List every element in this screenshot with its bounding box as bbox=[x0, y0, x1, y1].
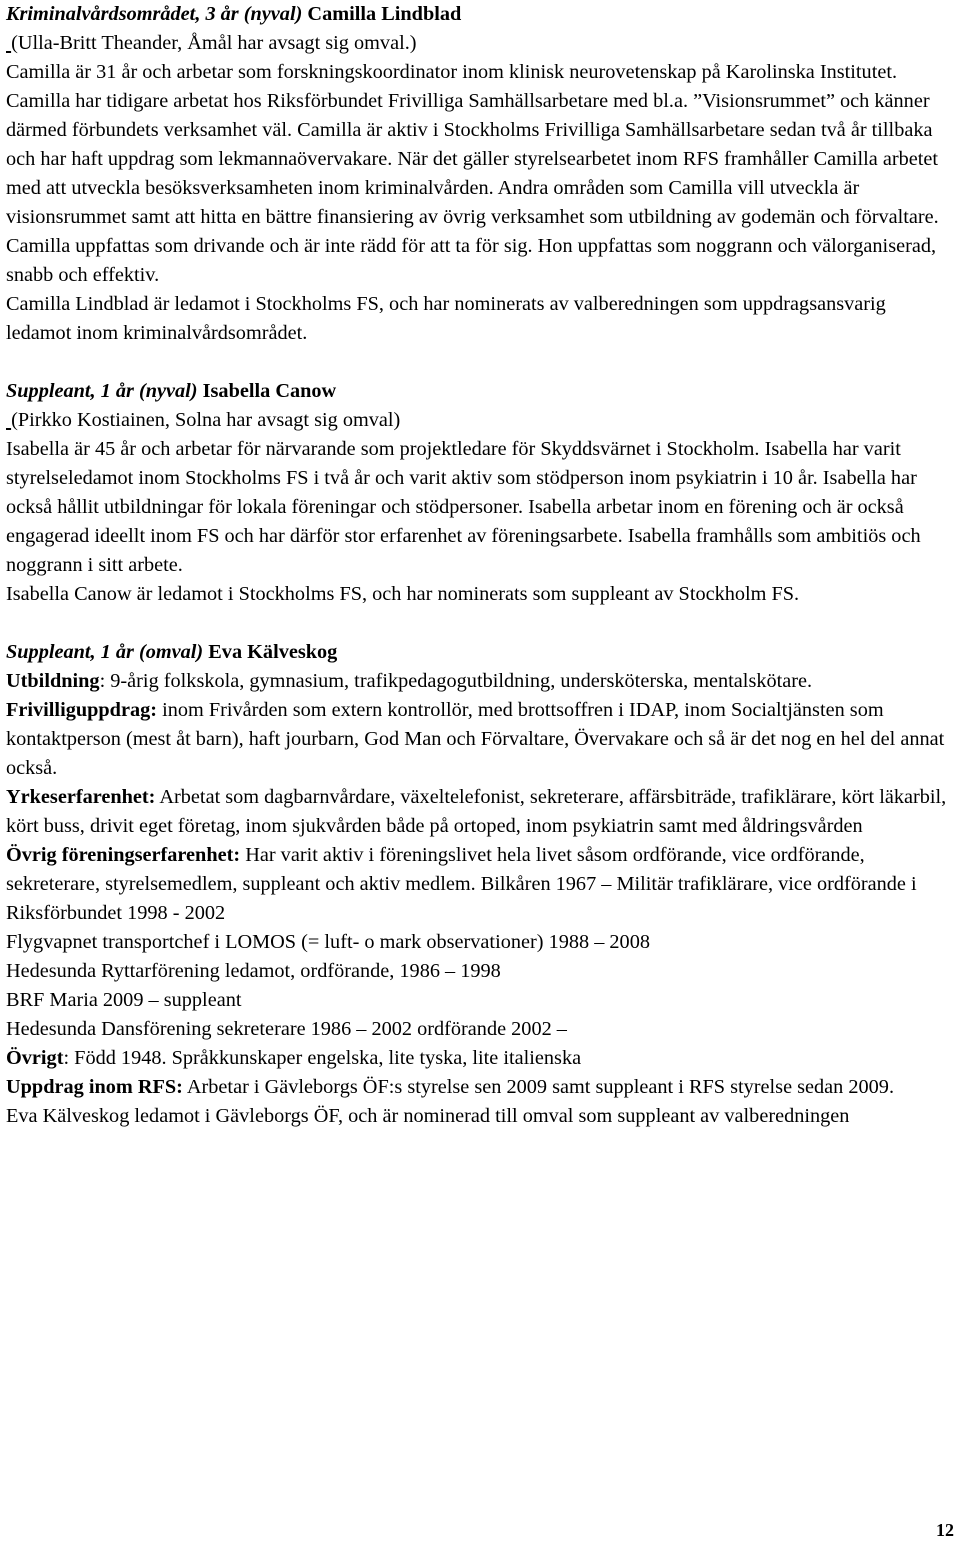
replacement-text: (Pirkko Kostiainen, Solna har avsagt sig omval) bbox=[11, 409, 401, 431]
experience-line: Hedesunda Dansförening sekreterare 1986 – 2002 ordförande 2002 – bbox=[6, 1018, 567, 1040]
association-experience-entry bbox=[6, 841, 954, 928]
work-experience-text: Arbetat som dagbarnvårdare, växeltelefonist, sekreterare, affärsbiträde, trafiklärare, kört läkarbil, kört buss, drivit eget företag, inom sjukvården både på ortoped, inom psykiatrin samt med åldringsvården bbox=[6, 786, 947, 837]
candidate-nomination: Eva Kälveskog ledamot i Gävleborgs ÖF, och är nominerad till omval som suppleant av valberedningen bbox=[6, 1105, 850, 1127]
association-experience-label: Övrig föreningserfarenhet: bbox=[6, 844, 241, 866]
education-label: Utbildning bbox=[6, 670, 100, 692]
candidate-bio: Camilla är 31 år och arbetar som forskningskoordinator inom klinisk neurovetenskap på Karolinska Institutet. Camilla har tidigare arbetat hos Riksförbundet Frivilliga Samhällsarbetare med bl.a. ”Visionsrummet” och känner därmed förbundets verksamhet väl. Camilla är aktiv i Stockholms Frivilliga Samhällsarbetare sedan två år tillbaka och har haft uppdrag som lekmannaövervakare. När det gäller styrelsearbetet inom RFS framhåller Camilla arbetet med att utveckla besöksverksamheten inom kriminalvården. Andra områden som Camilla vill utveckla är visionsrummet samt att hitta en bättre finansiering av övrig verksamhet som utbildning av godemän och förvaltare. Camilla uppfattas som drivande och är inte rädd för att ta för sig. Hon uppfattas som noggrann och välorganiserad, snabb och effektiv. bbox=[6, 61, 939, 286]
candidate-name: Isabella Canow bbox=[202, 380, 337, 402]
replacement-note bbox=[6, 406, 954, 435]
candidate-heading bbox=[6, 0, 954, 29]
volunteer-text: inom Frivården som extern kontrollör, med brottsoffren i IDAP, inom Socialtjänsten som kontaktperson (mest åt barn), haft jourbarn, God Man och Förvaltare, Övervakare och så är det nog en hel del annat också. bbox=[6, 699, 945, 779]
rfs-assignment-entry bbox=[6, 1073, 954, 1102]
education-entry bbox=[6, 667, 954, 696]
association-experience-text: Har varit aktiv i föreningslivet hela livet såsom ordförande, vice ordförande, sekreterare, styrelsemedlem, suppleant och aktiv medlem. Bilkåren 1967 – Militär trafiklärare, vice ordförande i Riksförbundet 1998 - 2002 bbox=[6, 844, 917, 924]
replacement-note bbox=[6, 29, 954, 58]
candidate-nomination: Isabella Canow är ledamot i Stockholms FS, och har nominerats som suppleant av Stockholm FS. bbox=[6, 583, 800, 605]
experience-line: Hedesunda Ryttarförening ledamot, ordförande, 1986 – 1998 bbox=[6, 960, 501, 982]
candidate-heading bbox=[6, 377, 954, 406]
document-page bbox=[6, 0, 954, 1131]
experience-line: BRF Maria 2009 – suppleant bbox=[6, 989, 242, 1011]
page-number: 12 bbox=[936, 1520, 954, 1540]
candidate-bio: Isabella är 45 år och arbetar för närvarande som projektledare för Skyddsvärnet i Stockholm. Isabella har varit styrelseledamot inom Stockholms FS i två år och varit aktiv som stödperson inom psykiatrin i 10 år. Isabella har också hållit utbildningar för lokala föreningar och stödpersoner. Isabella arbetar inom en förening och är också engagerad ideellt inom FS och har därför stor erfarenhet av föreningsarbete. Isabella framhålls som ambitiös och noggrann i sitt arbete. bbox=[6, 438, 921, 576]
candidate-role: Kriminalvårdsområdet, 3 år (nyval) bbox=[6, 3, 303, 25]
volunteer-label: Frivilliguppdrag: bbox=[6, 699, 158, 721]
education-text: : 9-årig folkskola, gymnasium, trafikpedagogutbildning, undersköterska, mentalskötare. bbox=[99, 670, 813, 692]
rfs-assignment-text: Arbetar i Gävleborgs ÖF:s styrelse sen 2009 samt suppleant i RFS styrelse sedan 2009. bbox=[182, 1076, 895, 1098]
candidate-role: Suppleant, 1 år (nyval) bbox=[6, 380, 198, 402]
rfs-assignment-label: Uppdrag inom RFS: bbox=[6, 1076, 183, 1098]
work-experience-label: Yrkeserfarenhet: bbox=[6, 786, 156, 808]
other-label: Övrigt bbox=[6, 1047, 64, 1069]
experience-line: Flygvapnet transportchef i LOMOS (= luft- o mark observationer) 1988 – 2008 bbox=[6, 931, 650, 953]
candidate-name: Camilla Lindblad bbox=[307, 3, 462, 25]
candidate-nomination: Camilla Lindblad är ledamot i Stockholms FS, och har nominerats av valberedningen som uppdragsansvarig ledamot inom kriminalvårdsområdet. bbox=[6, 293, 886, 344]
candidate-heading bbox=[6, 638, 954, 667]
candidate-section-eva bbox=[6, 638, 954, 1131]
work-experience-entry bbox=[6, 783, 954, 841]
volunteer-entry bbox=[6, 696, 954, 783]
other-entry bbox=[6, 1044, 954, 1073]
other-text: : Född 1948. Språkkunskaper engelska, lite tyska, lite italienska bbox=[63, 1047, 582, 1069]
candidate-section-isabella bbox=[6, 377, 954, 609]
replacement-text: (Ulla-Britt Theander, Åmål har avsagt sig omval.) bbox=[11, 32, 417, 54]
candidate-section-camilla bbox=[6, 0, 954, 348]
candidate-name: Eva Kälveskog bbox=[208, 641, 338, 663]
candidate-role: Suppleant, 1 år (omval) bbox=[6, 641, 204, 663]
